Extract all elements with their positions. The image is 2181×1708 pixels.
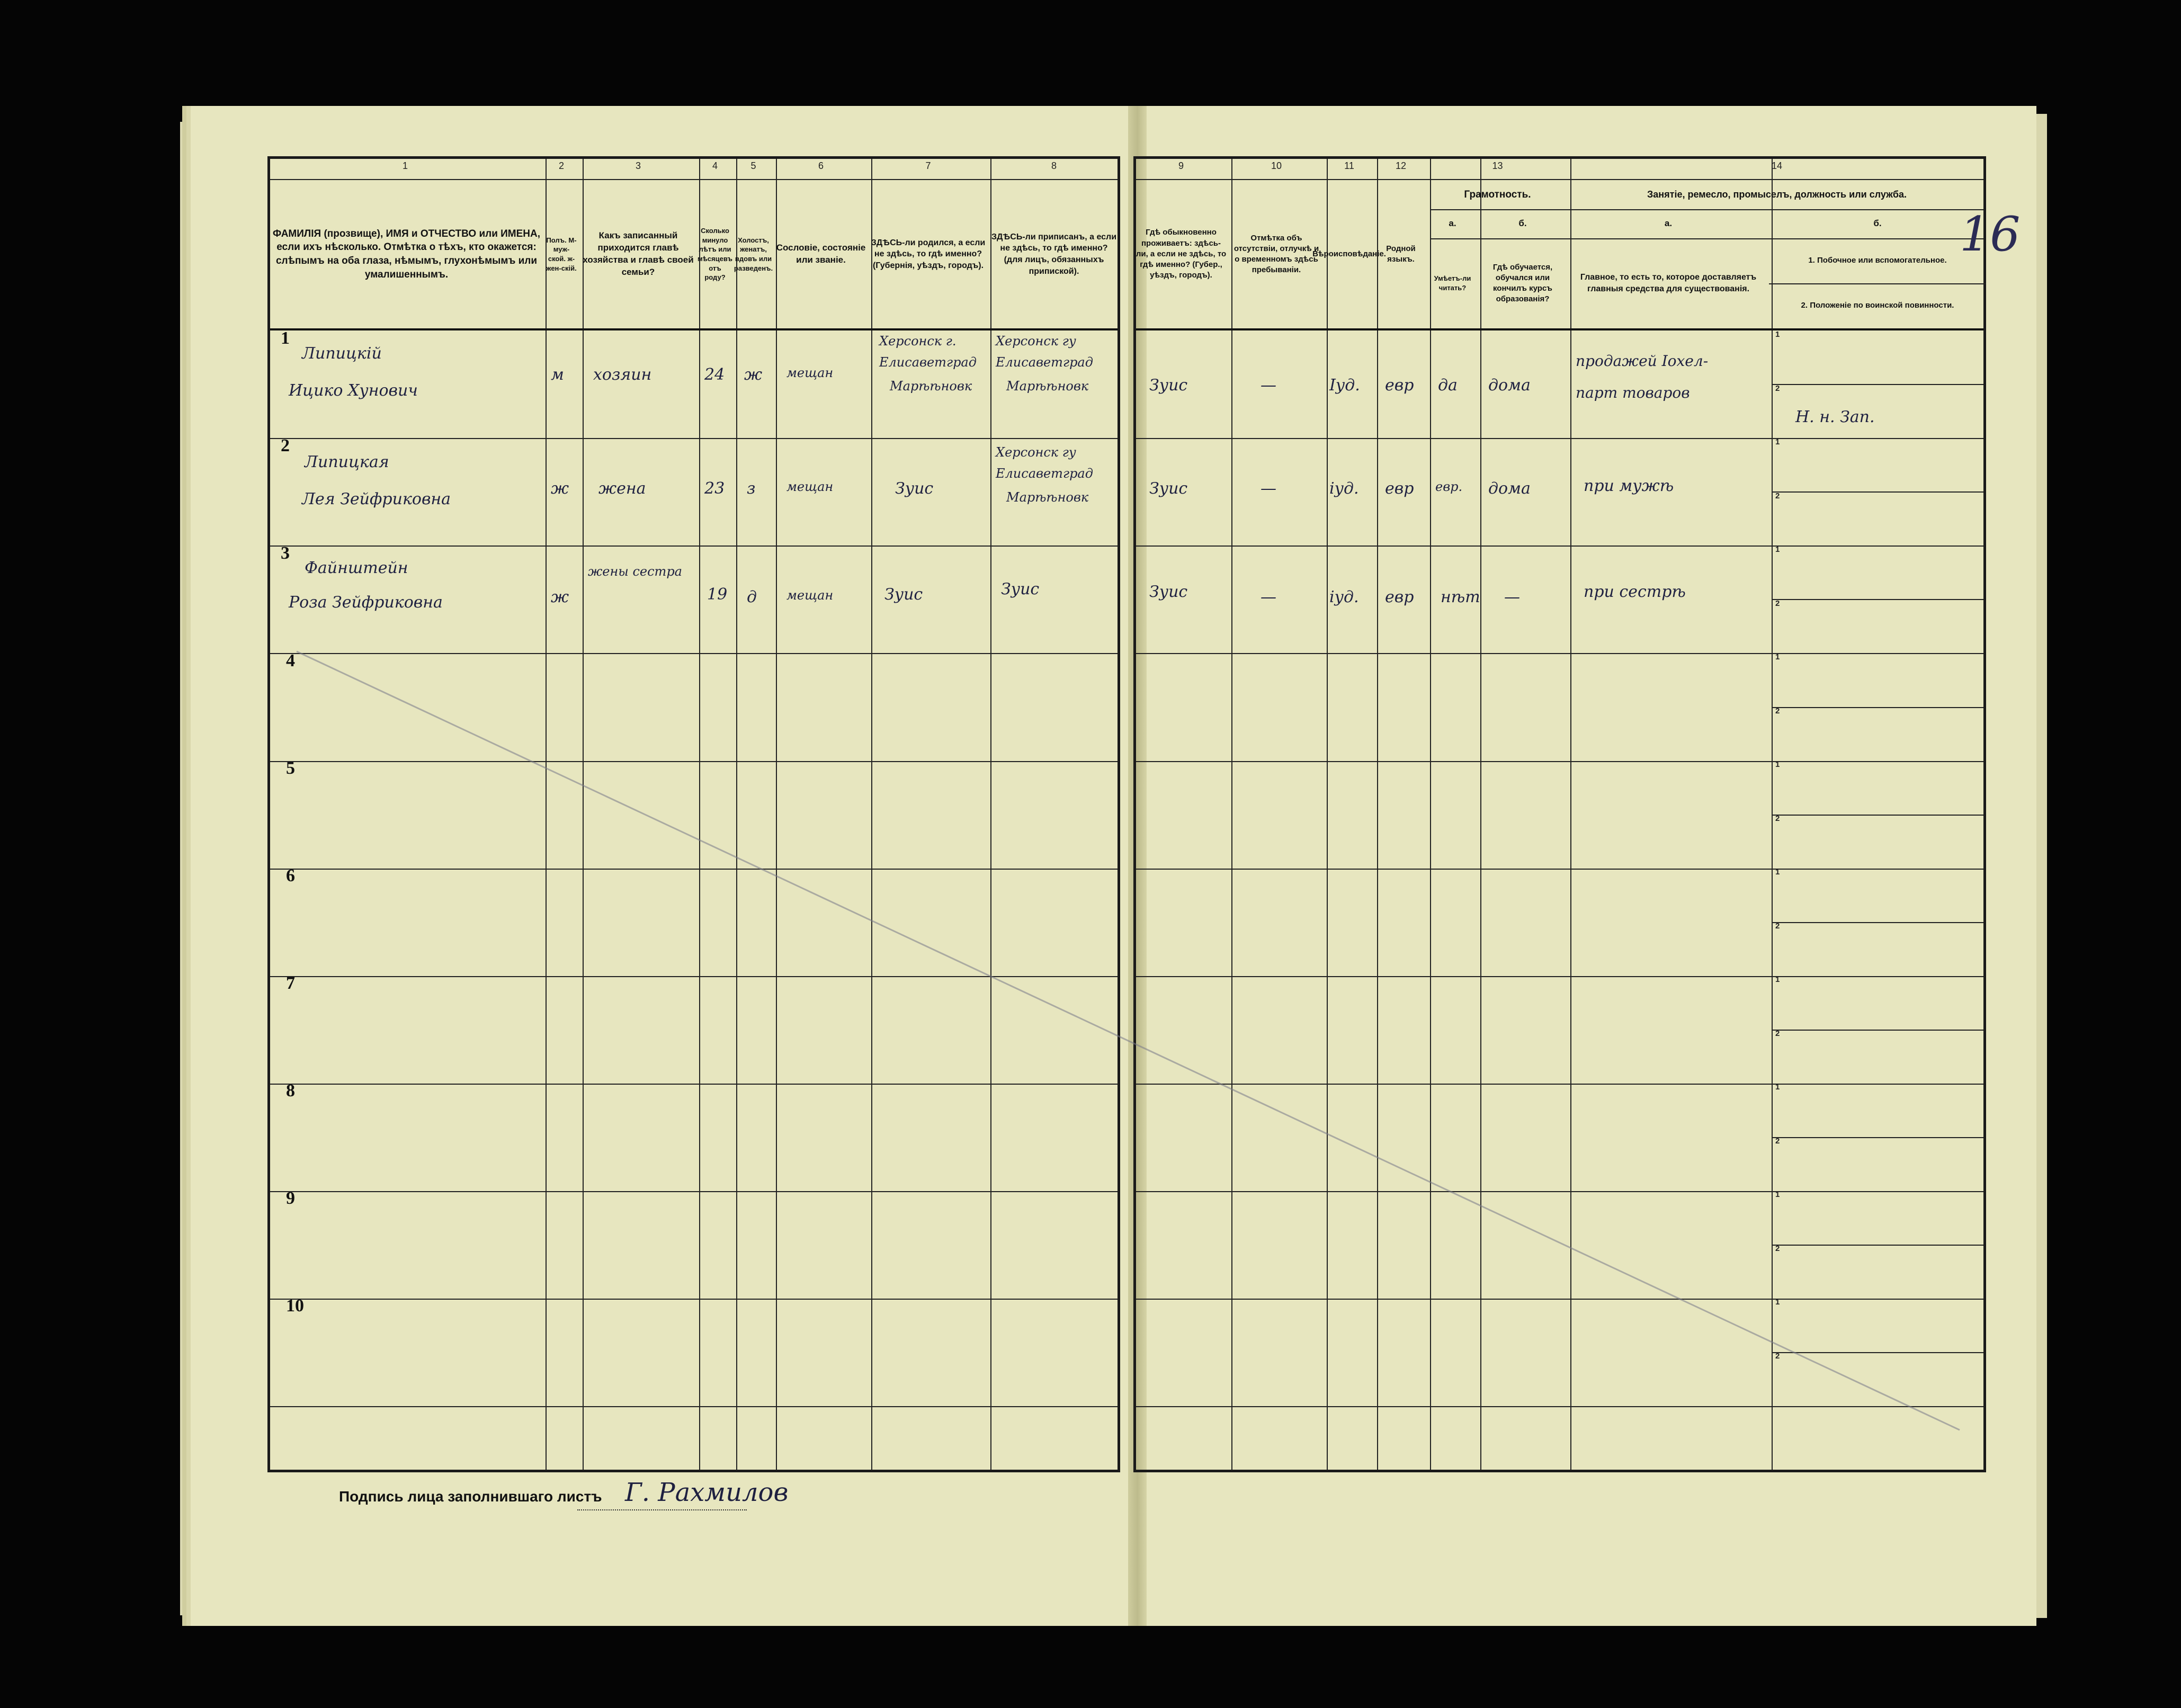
sub-row-label: 2: [1775, 1137, 1780, 1146]
header-sex: Полъ. М-муж-ской. ж-жен-скій.: [546, 236, 577, 272]
entry-surname: Липицкій: [302, 344, 382, 363]
entry-estate: мещан: [786, 365, 834, 380]
header-education: Гдѣ обучается, обучался или кончилъ курсъ образованія?: [1492, 262, 1553, 304]
entry-birthplace: Зуис: [895, 479, 934, 498]
entry-language: евр: [1385, 376, 1414, 395]
entry-registration: Елисаветград: [996, 355, 1093, 370]
entry-estate: мещан: [786, 479, 834, 494]
entry-marital: д: [747, 588, 757, 606]
column-number: 14: [1771, 160, 1783, 171]
entry-occupation: при мужѣ: [1584, 477, 1674, 495]
header-literacy-b-label: б.: [1518, 218, 1527, 229]
entry-registration: Елисаветград: [996, 466, 1093, 481]
header-estate: Сословіе, состояніе или званіе.: [776, 243, 866, 265]
sub-row-label: 1: [1775, 437, 1780, 446]
column-number: 12: [1395, 160, 1407, 171]
entry-age: 24: [704, 365, 725, 384]
entry-occupation: продажей Іохел-: [1576, 352, 1709, 370]
sub-row-label: 2: [1775, 384, 1780, 393]
entry-marital: ж: [744, 365, 763, 384]
entry-language: евр: [1385, 479, 1414, 498]
sub-row-label: 1: [1775, 1298, 1780, 1307]
entry-sex: м: [551, 365, 564, 384]
header-can-read: Умѣетъ-ли читать?: [1434, 274, 1471, 292]
entry-residence: Зуис: [1149, 583, 1188, 601]
header-relation: Какъ записанный приходится главѣ хозяйства и главѣ своей семьи?: [583, 230, 694, 277]
entry-given-name: Роза Зейфриковна: [289, 593, 443, 612]
sub-row-label: 1: [1775, 330, 1780, 339]
sub-row-label: 1: [1775, 545, 1780, 554]
header-birthplace: ЗДѢСЬ-ли родился, а если не здѣсь, то гдѣ именно? (Губернія, уѣздъ, городъ).: [871, 238, 986, 270]
entry-sex: ж: [551, 479, 569, 498]
header-religion: Вѣроисповѣданіе.: [1312, 249, 1386, 258]
sub-row-label: 2: [1775, 491, 1780, 500]
entry-birthplace: Херсонск г.: [879, 334, 957, 348]
entry-registration: Зуис: [1001, 580, 1040, 598]
row-number: 5: [286, 758, 295, 778]
header-literacy-a-label: а.: [1449, 218, 1456, 229]
row-number: 7: [286, 973, 295, 993]
sub-row-label: 2: [1775, 922, 1780, 931]
entry-religion: іуд.: [1329, 588, 1359, 606]
column-number: 10: [1271, 160, 1282, 171]
entry-marital: з: [747, 479, 756, 498]
signature: Г. Рахмилов: [625, 1478, 789, 1507]
sub-row-label: 1: [1775, 868, 1780, 877]
sub-row-label: 1: [1775, 1083, 1780, 1092]
sub-row-label: 1: [1775, 652, 1780, 661]
signature-label: Подпись лица заполнившаго листъ: [339, 1488, 602, 1505]
entry-registration: Херсонск гу: [996, 445, 1076, 460]
entry-occupation: парт товаров: [1576, 384, 1690, 401]
entry-religion: Іуд.: [1329, 376, 1360, 395]
entry-sex: ж: [551, 588, 569, 606]
column-number: 13: [1492, 160, 1503, 171]
header-age: Сколько минуло лѣтъ или мѣсяцевъ отъ роду?: [698, 227, 732, 282]
header-absence: Отмѣтка объ отсутствіи, отлучкѣ и о временномъ здѣсь пребываніи.: [1233, 233, 1319, 275]
column-number: 7: [925, 160, 931, 171]
entry-relation: жены сестра: [588, 564, 682, 579]
column-number: 11: [1344, 160, 1354, 171]
entry-surname: Липицкая: [305, 453, 389, 471]
entry-education: дома: [1488, 376, 1531, 395]
header-occupation: Занятіе, ремесло, промыселъ, должность или служба.: [1647, 189, 1907, 200]
entry-religion: іуд.: [1329, 479, 1359, 498]
entry-education: —: [1504, 588, 1520, 606]
header-language: Родной языкъ.: [1386, 244, 1416, 264]
row-number: 6: [286, 866, 295, 886]
sub-row-label: 2: [1775, 599, 1780, 608]
column-number: 5: [750, 160, 756, 171]
entry-absence: —: [1261, 479, 1276, 498]
entry-literacy: да: [1438, 376, 1458, 395]
row-number: 1: [281, 328, 290, 348]
entry-given-name: Ицико Хунович: [289, 381, 418, 400]
column-number: 1: [402, 160, 408, 171]
column-number: 2: [558, 160, 564, 171]
sub-row-label: 1: [1775, 1190, 1780, 1199]
sub-row-label: 2: [1775, 707, 1780, 716]
entry-literacy: нѣт: [1441, 588, 1480, 606]
entry-age: 23: [704, 479, 725, 498]
entry-age: 19: [707, 585, 728, 604]
row-number: 2: [281, 436, 290, 455]
column-number: 8: [1051, 160, 1057, 171]
sub-row-label: 2: [1775, 1029, 1780, 1038]
column-number: 4: [712, 160, 718, 171]
sheet-number: 16: [1960, 207, 2021, 262]
header-occupation-a-label: а.: [1664, 218, 1673, 229]
entry-birthplace: Елисаветград: [879, 355, 977, 370]
entry-residence: Зуис: [1149, 479, 1188, 498]
sub-row-label: 2: [1775, 1352, 1780, 1361]
sub-row-label: 1: [1775, 760, 1780, 769]
row-number: 4: [286, 651, 295, 670]
entry-relation: хозяин: [593, 365, 652, 384]
entry-language: евр: [1385, 588, 1414, 606]
column-number: 6: [818, 160, 824, 171]
row-number: 9: [286, 1188, 295, 1208]
entry-registration: Марѣѣновк: [1006, 490, 1089, 505]
entry-absence: —: [1261, 376, 1276, 395]
entry-education: дома: [1488, 479, 1531, 498]
entry-military: Н. н. Зап.: [1795, 408, 1875, 426]
entry-residence: Зуис: [1149, 376, 1188, 395]
sub-row-label: 2: [1775, 1244, 1780, 1253]
column-number: 9: [1178, 160, 1184, 171]
entry-registration: Херсонск гу: [996, 334, 1076, 348]
entry-given-name: Лея Зейфриковна: [302, 490, 451, 508]
row-number: 10: [286, 1296, 304, 1316]
header-main-occupation: Главное, то есть то, которое доставляетъ главныя средства для существованія.: [1580, 273, 1757, 293]
row-number: 3: [281, 543, 290, 563]
signature-line: [577, 1509, 747, 1510]
entry-occupation: при сестрѣ: [1584, 583, 1686, 601]
entry-relation: жена: [598, 479, 646, 498]
sub-row-label: 2: [1775, 814, 1780, 823]
entry-birthplace: Марѣѣновк: [890, 379, 972, 394]
sub-row-label: 1: [1775, 975, 1780, 984]
entry-estate: мещан: [786, 588, 834, 603]
row-number: 8: [286, 1081, 295, 1101]
header-literacy: Грамотность.: [1464, 189, 1531, 200]
header-registration: ЗДѢСЬ-ли приписанъ, а если не здѣсь, то гдѣ именно? (для лицъ, обязанныхъ припиской).: [991, 232, 1117, 276]
header-military: 2. Положеніе по воинской повинности.: [1801, 301, 1954, 310]
entry-absence: —: [1261, 588, 1276, 606]
column-number: 3: [635, 160, 641, 171]
entry-literacy: евр.: [1435, 479, 1463, 494]
entry-surname: Файнштейн: [305, 559, 408, 577]
header-residence: Гдѣ обыкновенно проживаетъ: здѣсь-ли, а если не здѣсь, то гдѣ именно? (Губер., уѣздъ, городъ).: [1136, 228, 1227, 280]
header-name: ФАМИЛІЯ (прозвище), ИМЯ и ОТЧЕСТВО или ИМЕНА, если ихъ нѣсколько. Отмѣтка о тѣхъ, кто окажется: слѣпымъ на оба глаза, нѣмымъ, глухонѣмымъ или умалишеннымъ.: [272, 228, 541, 280]
header-occupation-b-label: б.: [1873, 218, 1882, 229]
entry-registration: Марѣѣновк: [1006, 379, 1089, 394]
header-marital: Холостъ, женатъ, вдовъ или разведенъ.: [734, 236, 773, 272]
header-secondary-occupation: 1. Побочное или вспомогательное.: [1808, 256, 1947, 265]
entry-birthplace: Зуис: [884, 585, 923, 604]
